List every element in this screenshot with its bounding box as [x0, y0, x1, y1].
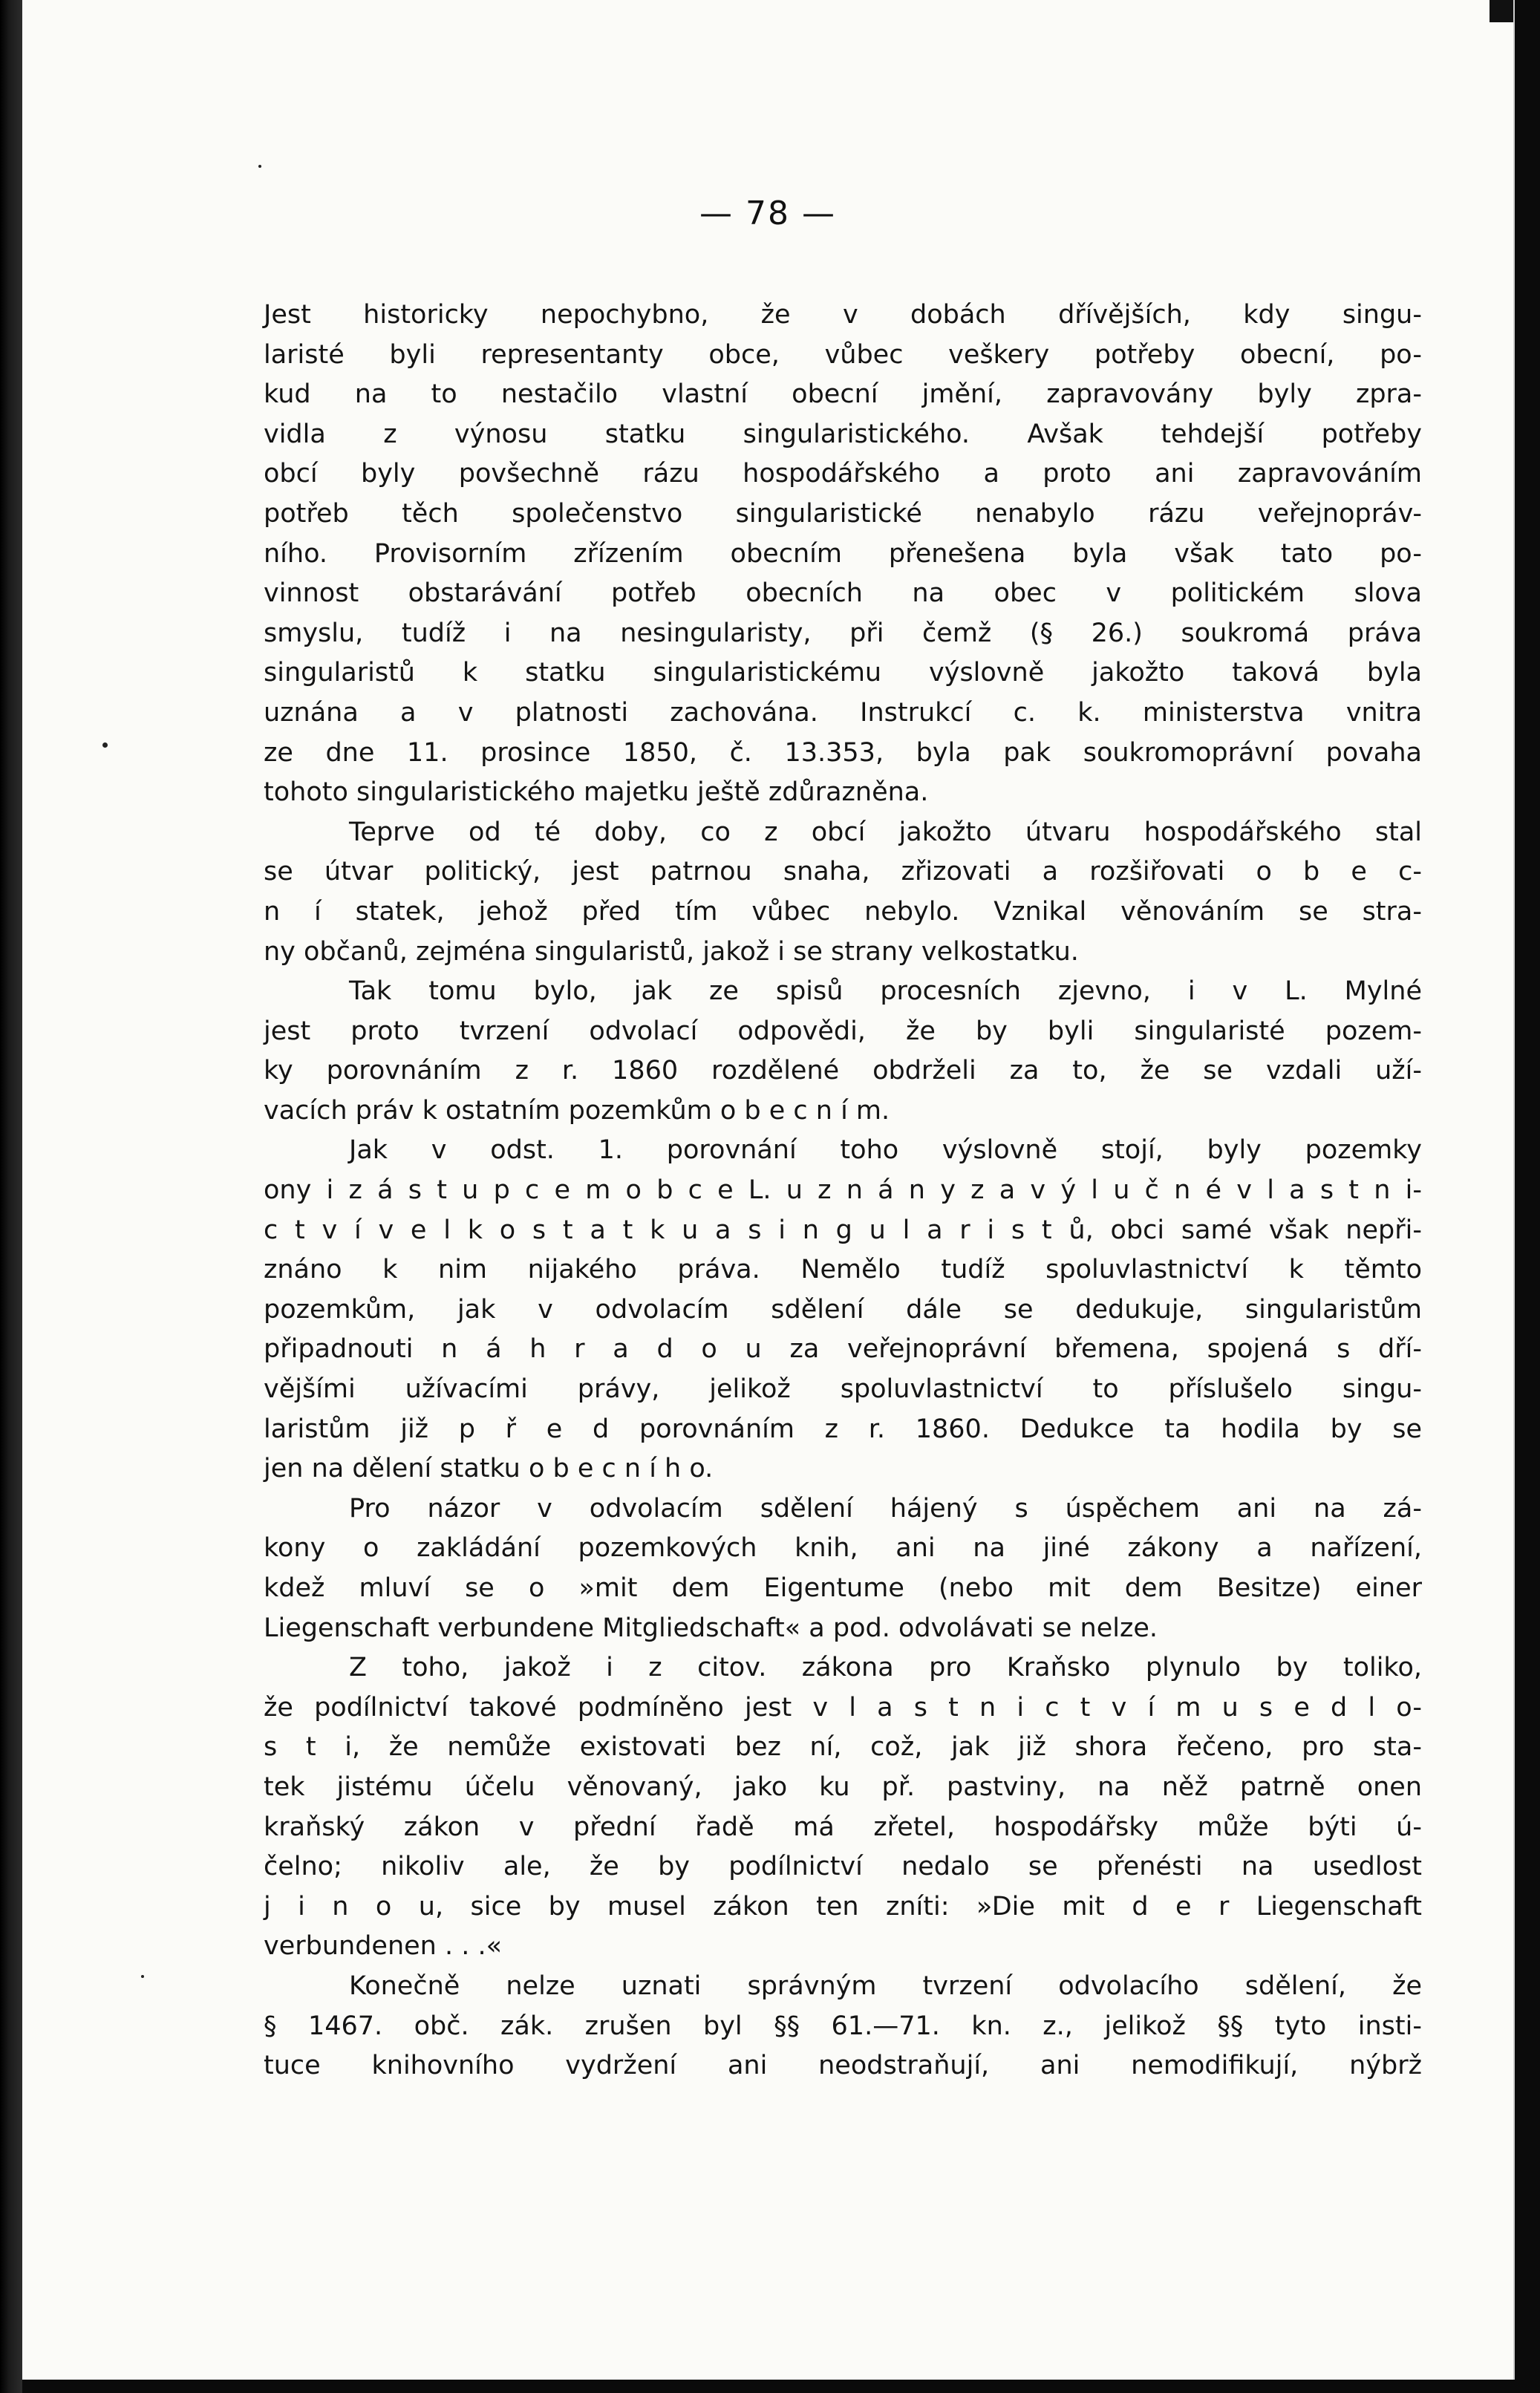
text-line: j i n o u, sice by musel zákon ten zníti: »Die mit d e r Liegenschaft [264, 1891, 1422, 1922]
text-line: tuce knihovního vydržení ani neodstraňují, ani nemodifikují, nýbrž [264, 2051, 1422, 2081]
text-line: Jak v odst. 1. porovnání toho výslovně stojí, byly pozemky [349, 1135, 1422, 1166]
text-line: n í statek, jehož před tím vůbec nebylo. Vznikal věnováním se stra- [264, 896, 1422, 927]
text-line: Teprve od té doby, co z obcí jakožto útvaru hospodářského stal [349, 817, 1422, 847]
text-line: Konečně nelze uznati správným tvrzení odvolacího sdělení, že [349, 1971, 1422, 2001]
text-line: čelno; nikoliv ale, že by podílnictví nedalo se přenésti na usedlost [264, 1852, 1422, 1882]
text-line: že podílnictví takové podmíněno jest v l a s t n i c t v í m u s e d l o- [264, 1692, 1422, 1723]
scan-border-left [0, 0, 22, 2393]
page-body-text [264, 296, 1422, 2086]
text-line: Z toho, jakož i z citov. zákona pro Kraňsko plynulo by toliko, [349, 1653, 1422, 1683]
text-line: c t v í v e l k o s t a t k u a s i n g u l a r i s t ů, obci samé však nepři- [264, 1215, 1422, 1245]
text-line: vějšími užívacími právy, jelikož spoluvlastnictví to příslušelo singu- [264, 1374, 1422, 1405]
text-line: pozemkům, jak v odvolacím sdělení dále se dedukuje, singularistům [264, 1294, 1422, 1325]
text-line: kud na to nestačilo vlastní obecní jmění, zapravovány byly zpra- [264, 379, 1422, 410]
text-line: Pro názor v odvolacím sdělení hájený s úspěchem ani na zá- [349, 1493, 1422, 1524]
text-line: Tak tomu bylo, jak ze spisů procesních zjevno, i v L. Mylné [349, 976, 1422, 1007]
text-line: ze dne 11. prosince 1850, č. 13.353, byla pak soukromoprávní povaha [264, 737, 1422, 768]
text-line: ny občanů, zejména singularistů, jakož i se strany velkostatku. [264, 936, 1079, 967]
text-line: kdež mluví se o »mit dem Eigentume (nebo mit dem Besitze) einer [264, 1573, 1422, 1603]
book-page [22, 0, 1515, 2380]
text-line: Jest historicky nepochybno, že v dobách dřívějších, kdy singu- [264, 300, 1422, 330]
text-line: vinnost obstarávání potřeb obecních na obec v politickém slova [264, 578, 1422, 609]
text-line: laristé byli representanty obce, vůbec veškery potřeby obecní, po- [264, 339, 1422, 370]
text-line: ky porovnáním z r. 1860 rozdělené obdrželi za to, že se vzdali uží- [264, 1056, 1422, 1086]
text-line: smyslu, tudíž i na nesingularisty, při čemž (§ 26.) soukromá práva [264, 618, 1422, 648]
text-line: jest proto tvrzení odvolací odpovědi, že by byli singularisté pozem- [264, 1016, 1422, 1046]
text-line: s t i, že nemůže existovati bez ní, což, jak již shora řečeno, pro sta- [264, 1732, 1422, 1763]
text-line: ony i z á s t u p c e m o b c e L. u z n á n y z a v ý l u č n é v l a s t n i- [264, 1175, 1422, 1206]
scan-speck [258, 165, 261, 168]
text-line: kraňský zákon v přední řadě má zřetel, hospodářsky může býti ú- [264, 1812, 1422, 1842]
text-line: znáno k nim nijakého práva. Nemělo tudíž spoluvlastnictví k těmto [264, 1255, 1422, 1285]
text-line: singularistů k statku singularistickému výslovně jakožto taková byla [264, 658, 1422, 688]
text-line: Liegenschaft verbundene Mitgliedschaft« a pod. odvolávati se nelze. [264, 1613, 1158, 1643]
text-line: se útvar politický, jest patrnou snaha, zřizovati a rozšiřovati o b e c- [264, 857, 1422, 887]
scan-speck [102, 742, 108, 748]
scan-corner-mark [1490, 0, 1513, 22]
page-number: — 78 — [699, 195, 836, 232]
text-line: vidla z výnosu statku singularistického. Avšak tehdejší potřeby [264, 419, 1422, 449]
text-line: ního. Provisorním zřízením obecním přenešena byla však tato po- [264, 538, 1422, 569]
text-line: kony o zakládání pozemkových knih, ani na jiné zákony a nařízení, [264, 1533, 1422, 1564]
text-line: verbundenen . . .« [264, 1931, 503, 1962]
text-line: připadnouti n á h r a d o u za veřejnoprávní břemena, spojená s dří- [264, 1334, 1422, 1365]
text-line: obcí byly povšechně rázu hospodářského a proto ani zapravováním [264, 459, 1422, 489]
text-line: tohoto singularistického majetku ještě zdůrazněna. [264, 777, 929, 808]
text-line: laristům již p ř e d porovnáním z r. 1860. Dedukce ta hodila by se [264, 1414, 1422, 1444]
scan-speck [141, 1975, 144, 1978]
text-line: tek jistému účelu věnovaný, jako ku př. pastviny, na něž patrně onen [264, 1772, 1422, 1802]
text-line: uznána a v platnosti zachována. Instrukcí c. k. ministerstva vnitra [264, 697, 1422, 728]
text-line: vacích práv k ostatním pozemkům o b e c n í m. [264, 1095, 890, 1126]
text-line: potřeb těch společenstvo singularistické nenabylo rázu veřejnopráv- [264, 498, 1422, 529]
text-line: § 1467. obč. zák. zrušen byl §§ 61.—71. kn. z., jelikož §§ tyto insti- [264, 2011, 1422, 2041]
text-line: jen na dělení statku o b e c n í h o. [264, 1454, 714, 1484]
